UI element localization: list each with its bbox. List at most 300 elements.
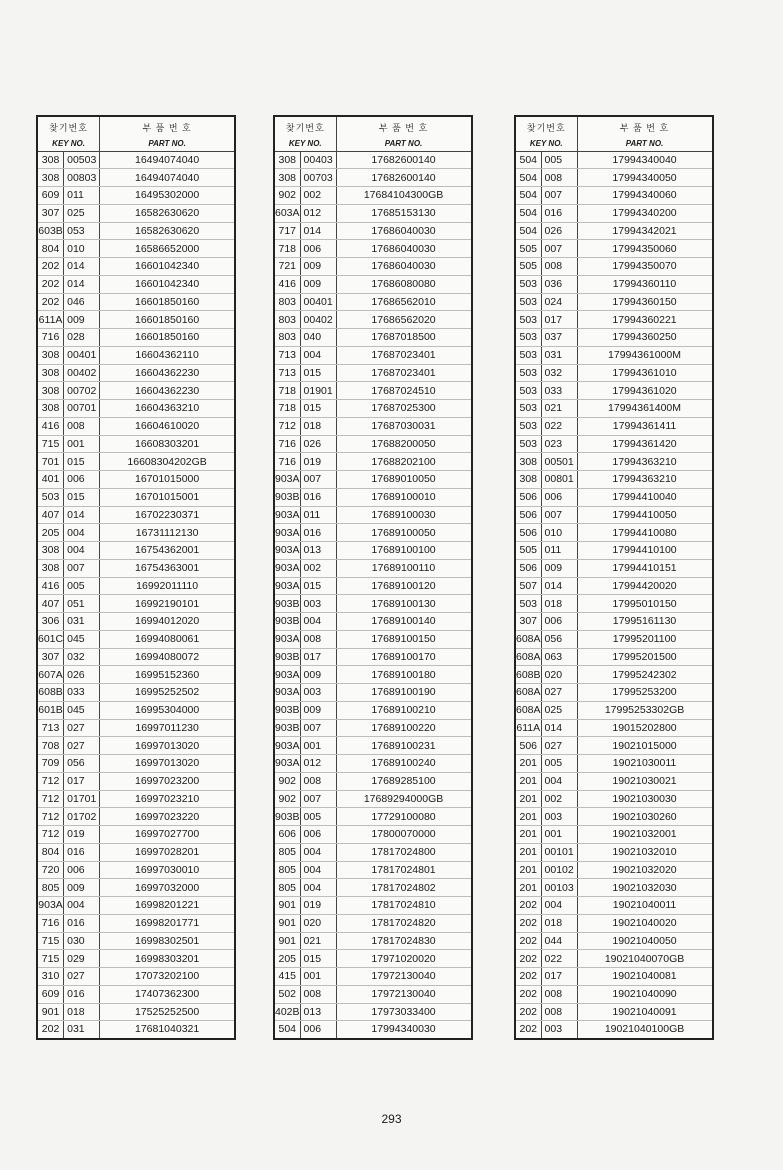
table-row [274,826,472,844]
part-no: 17689100100 [336,542,472,560]
table-row [515,826,713,844]
key-no-group: 701 [37,453,64,471]
part-no: 17973033400 [336,1003,472,1021]
key-no-group: 901 [274,897,300,915]
part-no: 19021040011 [577,897,713,915]
table-row [515,684,713,702]
part-no: 17689100130 [336,595,472,613]
key-no-item: 044 [541,932,577,950]
table-row [515,488,713,506]
part-no: 17972130040 [336,985,472,1003]
table-row [37,790,235,808]
table-row [274,737,472,755]
table-row [274,311,472,329]
table-row [37,400,235,418]
part-no: 17994340040 [577,151,713,169]
table-row [515,772,713,790]
part-no: 16582630620 [100,204,236,222]
key-no-item: 016 [64,985,100,1003]
part-no: 17689100170 [336,648,472,666]
key-no-group: 503 [515,329,541,347]
table-row [515,293,713,311]
table-row [37,648,235,666]
key-no-group: 901 [274,932,300,950]
part-no: 16998303201 [100,950,236,968]
table-row [515,879,713,897]
part-no: 17995201100 [577,630,713,648]
part-no: 19021040090 [577,985,713,1003]
key-no-item: 004 [541,897,577,915]
table-row [274,772,472,790]
key-no-item: 022 [541,950,577,968]
part-no: 16997023220 [100,808,236,826]
key-no-group: 308 [37,382,64,400]
key-no-group: 902 [274,187,300,205]
table-row [515,453,713,471]
part-no: 17686040030 [336,258,472,276]
key-no-group: 505 [515,258,541,276]
table-row [274,506,472,524]
key-no-group: 201 [515,808,541,826]
key-no-group: 202 [515,985,541,1003]
key-no-group: 708 [37,737,64,755]
key-no-item: 024 [541,293,577,311]
key-no-group: 308 [515,471,541,489]
key-no-group: 506 [515,559,541,577]
part-no: 19021040050 [577,932,713,950]
key-no-english-label: KEY NO. [529,138,563,148]
key-no-item: 007 [300,790,336,808]
key-no-group: 805 [274,879,300,897]
key-no-group: 308 [37,559,64,577]
key-no-group: 202 [37,1021,64,1039]
part-no: 16604362110 [100,346,236,364]
part-no: 17994361000M [577,346,713,364]
table-row [515,630,713,648]
key-no-group: 804 [37,240,64,258]
part-no: 17994340200 [577,204,713,222]
table-row [515,222,713,240]
key-no-item: 005 [64,577,100,595]
key-no-item: 037 [541,329,577,347]
key-no-group: 715 [37,932,64,950]
key-no-group: 803 [274,329,300,347]
key-no-group: 805 [37,879,64,897]
part-no: 17994350070 [577,258,713,276]
part-no: 17994361020 [577,382,713,400]
table-row [37,843,235,861]
page-number: 293 [381,1112,402,1126]
key-no-item: 015 [300,577,336,595]
key-no-item: 026 [300,435,336,453]
table-row [515,471,713,489]
part-no: 16995304000 [100,701,236,719]
part-no: 16998201221 [100,897,236,915]
part-no: 17682600140 [336,151,472,169]
table-row [515,524,713,542]
key-no-item: 018 [541,595,577,613]
key-no-group: 720 [37,861,64,879]
part-no: 16998201771 [100,914,236,932]
part-no: 17994360110 [577,275,713,293]
part-no: 17689100190 [336,684,472,702]
table-row [515,666,713,684]
key-no-english-label: KEY NO. [288,138,322,148]
part-no: 16608303201 [100,435,236,453]
key-no-item: 001 [541,826,577,844]
part-no: 19015202800 [577,719,713,737]
key-no-group: 308 [37,346,64,364]
table-row [274,435,472,453]
key-no-korean-label: 찾기번호 [526,122,566,133]
part-no: 17686040030 [336,240,472,258]
part-no-english-label: PART NO. [148,138,186,148]
key-no-group: 805 [274,861,300,879]
key-no-group: 608A [515,684,541,702]
key-no-item: 00101 [541,843,577,861]
key-no-item: 010 [541,524,577,542]
key-no-item: 00402 [300,311,336,329]
part-no: 16997023210 [100,790,236,808]
key-no-group: 504 [515,204,541,222]
key-no-group: 202 [37,293,64,311]
key-no-item: 021 [541,400,577,418]
part-no-header [100,116,236,151]
key-no-item: 029 [64,950,100,968]
table-row [515,346,713,364]
parts-table-2 [273,115,473,1040]
key-no-item: 009 [64,879,100,897]
key-no-item: 019 [64,826,100,844]
table-row [515,258,713,276]
key-no-group: 416 [37,417,64,435]
part-no: 16494074040 [100,169,236,187]
part-no: 17994360221 [577,311,713,329]
key-no-group: 903A [274,577,300,595]
key-no-group: 507 [515,577,541,595]
key-no-item: 002 [541,790,577,808]
part-no: 17686040030 [336,222,472,240]
part-no: 17681040321 [100,1021,236,1039]
key-no-group: 611A [515,719,541,737]
part-no: 17994410080 [577,524,713,542]
key-no-item: 053 [64,222,100,240]
part-no-english-label: PART NO. [625,138,664,148]
key-no-english-label: KEY NO. [52,138,85,148]
key-no-group: 307 [37,648,64,666]
table-row [274,1021,472,1039]
key-no-group: 903B [274,613,300,631]
key-no-item: 016 [300,488,336,506]
key-no-group: 903B [274,808,300,826]
key-no-korean-label: 찾기번호 [49,122,88,133]
key-no-group: 407 [37,506,64,524]
part-no: 17685153130 [336,204,472,222]
table-row [37,1003,235,1021]
table-row [37,346,235,364]
table-row [274,808,472,826]
key-no-item: 00703 [300,169,336,187]
part-no: 17817024801 [336,861,472,879]
part-no: 17687025300 [336,400,472,418]
part-no: 17686562010 [336,293,472,311]
key-no-item: 00702 [64,382,100,400]
table-row [515,932,713,950]
key-no-group: 202 [515,914,541,932]
key-no-item: 020 [541,666,577,684]
table-row [515,275,713,293]
part-no: 17525252500 [100,1003,236,1021]
key-no-item: 011 [541,542,577,560]
key-no-group: 903A [274,524,300,542]
key-no-item: 027 [64,719,100,737]
table-row [37,542,235,560]
key-no-header [515,116,577,151]
part-no: 17682600140 [336,169,472,187]
part-no: 17972130040 [336,968,472,986]
key-no-item: 017 [541,311,577,329]
key-no-item: 00403 [300,151,336,169]
key-no-item: 027 [541,684,577,702]
table-row [37,719,235,737]
key-no-group: 903A [274,506,300,524]
key-no-item: 004 [64,897,100,915]
table-row [515,790,713,808]
part-no: 17995242302 [577,666,713,684]
table-row [515,914,713,932]
key-no-group: 611A [37,311,64,329]
table-row [274,488,472,506]
parts-table-3 [514,115,714,1040]
table-row [37,861,235,879]
part-no: 17688200050 [336,435,472,453]
key-no-group: 709 [37,755,64,773]
part-no: 17688202100 [336,453,472,471]
part-no: 17994410151 [577,559,713,577]
key-no-group: 713 [274,364,300,382]
table-row [515,364,713,382]
part-no: 17689100140 [336,613,472,631]
part-no: 17689100210 [336,701,472,719]
key-no-item: 004 [541,772,577,790]
key-no-group: 201 [515,790,541,808]
table-row [37,630,235,648]
table-row [37,222,235,240]
part-no-header [336,116,472,151]
part-no: 16494074040 [100,151,236,169]
key-no-group: 715 [37,435,64,453]
key-no-item: 00803 [64,169,100,187]
key-no-item: 019 [300,453,336,471]
table-row [37,755,235,773]
key-no-item: 028 [64,329,100,347]
table-row [274,240,472,258]
key-no-item: 018 [64,1003,100,1021]
key-no-item: 063 [541,648,577,666]
table-row [274,755,472,773]
key-no-group: 307 [515,613,541,631]
key-no-group: 715 [37,950,64,968]
table-row [274,843,472,861]
key-no-group: 503 [515,382,541,400]
key-no-item: 018 [300,417,336,435]
part-no: 16601850160 [100,293,236,311]
table-row [515,613,713,631]
key-no-item: 045 [64,630,100,648]
key-no-item: 051 [64,595,100,613]
table-row [274,648,472,666]
part-no: 17994342021 [577,222,713,240]
key-no-item: 012 [300,755,336,773]
part-no: 17689100120 [336,577,472,595]
part-no: 17995253302GB [577,701,713,719]
table-row [37,613,235,631]
table-row [274,329,472,347]
key-no-group: 903A [274,471,300,489]
key-no-item: 017 [300,648,336,666]
key-no-item: 025 [541,701,577,719]
part-no-header [577,116,713,151]
key-no-group: 201 [515,861,541,879]
key-no-item: 030 [64,932,100,950]
part-no: 17686562020 [336,311,472,329]
key-no-item: 015 [300,364,336,382]
key-no-group: 402B [274,1003,300,1021]
key-no-group: 415 [274,968,300,986]
key-no-item: 005 [300,808,336,826]
table-row [515,755,713,773]
key-no-group: 310 [37,968,64,986]
key-no-item: 003 [541,1021,577,1039]
part-no: 17689100050 [336,524,472,542]
part-no: 16754362001 [100,542,236,560]
table-row [515,985,713,1003]
key-no-item: 014 [64,258,100,276]
key-no-item: 008 [541,985,577,1003]
part-no: 17994361420 [577,435,713,453]
key-no-item: 022 [541,417,577,435]
key-no-group: 503 [515,293,541,311]
key-no-group: 717 [274,222,300,240]
table-row [515,329,713,347]
table-row [274,364,472,382]
key-no-item: 006 [300,826,336,844]
key-no-item: 00102 [541,861,577,879]
table-row [274,382,472,400]
part-no: 16701015000 [100,471,236,489]
table-row [37,701,235,719]
key-no-item: 006 [300,240,336,258]
key-no-group: 308 [37,364,64,382]
key-no-item: 009 [64,311,100,329]
table-row [515,435,713,453]
table-row [515,151,713,169]
key-no-group: 803 [274,311,300,329]
key-no-group: 202 [515,897,541,915]
key-no-item: 004 [64,542,100,560]
key-no-group: 201 [515,826,541,844]
key-no-group: 308 [37,169,64,187]
key-no-item: 007 [300,719,336,737]
table-row [37,879,235,897]
key-no-item: 006 [64,861,100,879]
key-no-item: 004 [300,879,336,897]
key-no-group: 903B [274,648,300,666]
part-no: 19021032020 [577,861,713,879]
key-no-item: 008 [300,985,336,1003]
key-no-item: 013 [300,1003,336,1021]
table-row [515,1021,713,1039]
table-row [37,506,235,524]
key-no-item: 006 [541,613,577,631]
key-no-group: 503 [515,275,541,293]
key-no-group: 503 [515,400,541,418]
part-no: 17994363210 [577,471,713,489]
part-no: 17994361010 [577,364,713,382]
key-no-group: 712 [37,808,64,826]
key-no-group: 609 [37,187,64,205]
table-row [515,737,713,755]
part-no: 17817024810 [336,897,472,915]
key-no-item: 015 [300,400,336,418]
table-row [274,985,472,1003]
part-no: 17073202100 [100,968,236,986]
key-no-item: 00503 [64,151,100,169]
key-no-group: 506 [515,506,541,524]
part-no: 17689100150 [336,630,472,648]
table-row [274,542,472,560]
part-no: 19021040081 [577,968,713,986]
part-no: 16731112130 [100,524,236,542]
table-row [37,240,235,258]
table-row [37,737,235,755]
key-no-item: 003 [300,595,336,613]
part-no: 17684104300GB [336,187,472,205]
key-no-group: 201 [515,879,541,897]
part-no: 16601042340 [100,258,236,276]
part-no: 19021032030 [577,879,713,897]
part-no: 17407362300 [100,985,236,1003]
part-no: 16995252502 [100,684,236,702]
table-row [515,400,713,418]
key-no-group: 505 [515,240,541,258]
key-no-group: 603A [274,204,300,222]
part-no: 17995201500 [577,648,713,666]
key-no-group: 716 [37,329,64,347]
key-no-group: 903A [274,755,300,773]
key-no-item: 017 [64,772,100,790]
table-row [274,666,472,684]
part-no: 17994340030 [336,1021,472,1039]
table-row [274,932,472,950]
key-no-item: 046 [64,293,100,311]
table-row [37,897,235,915]
key-no-item: 008 [541,169,577,187]
table-row [37,826,235,844]
key-no-group: 713 [274,346,300,364]
key-no-group: 306 [37,613,64,631]
part-no: 17995161130 [577,613,713,631]
key-no-item: 009 [541,559,577,577]
table-row [515,577,713,595]
table-row [37,914,235,932]
key-no-group: 308 [37,400,64,418]
key-no-item: 056 [64,755,100,773]
key-no-item: 014 [541,719,577,737]
key-no-item: 015 [64,488,100,506]
key-no-item: 008 [300,772,336,790]
key-no-group: 503 [515,346,541,364]
